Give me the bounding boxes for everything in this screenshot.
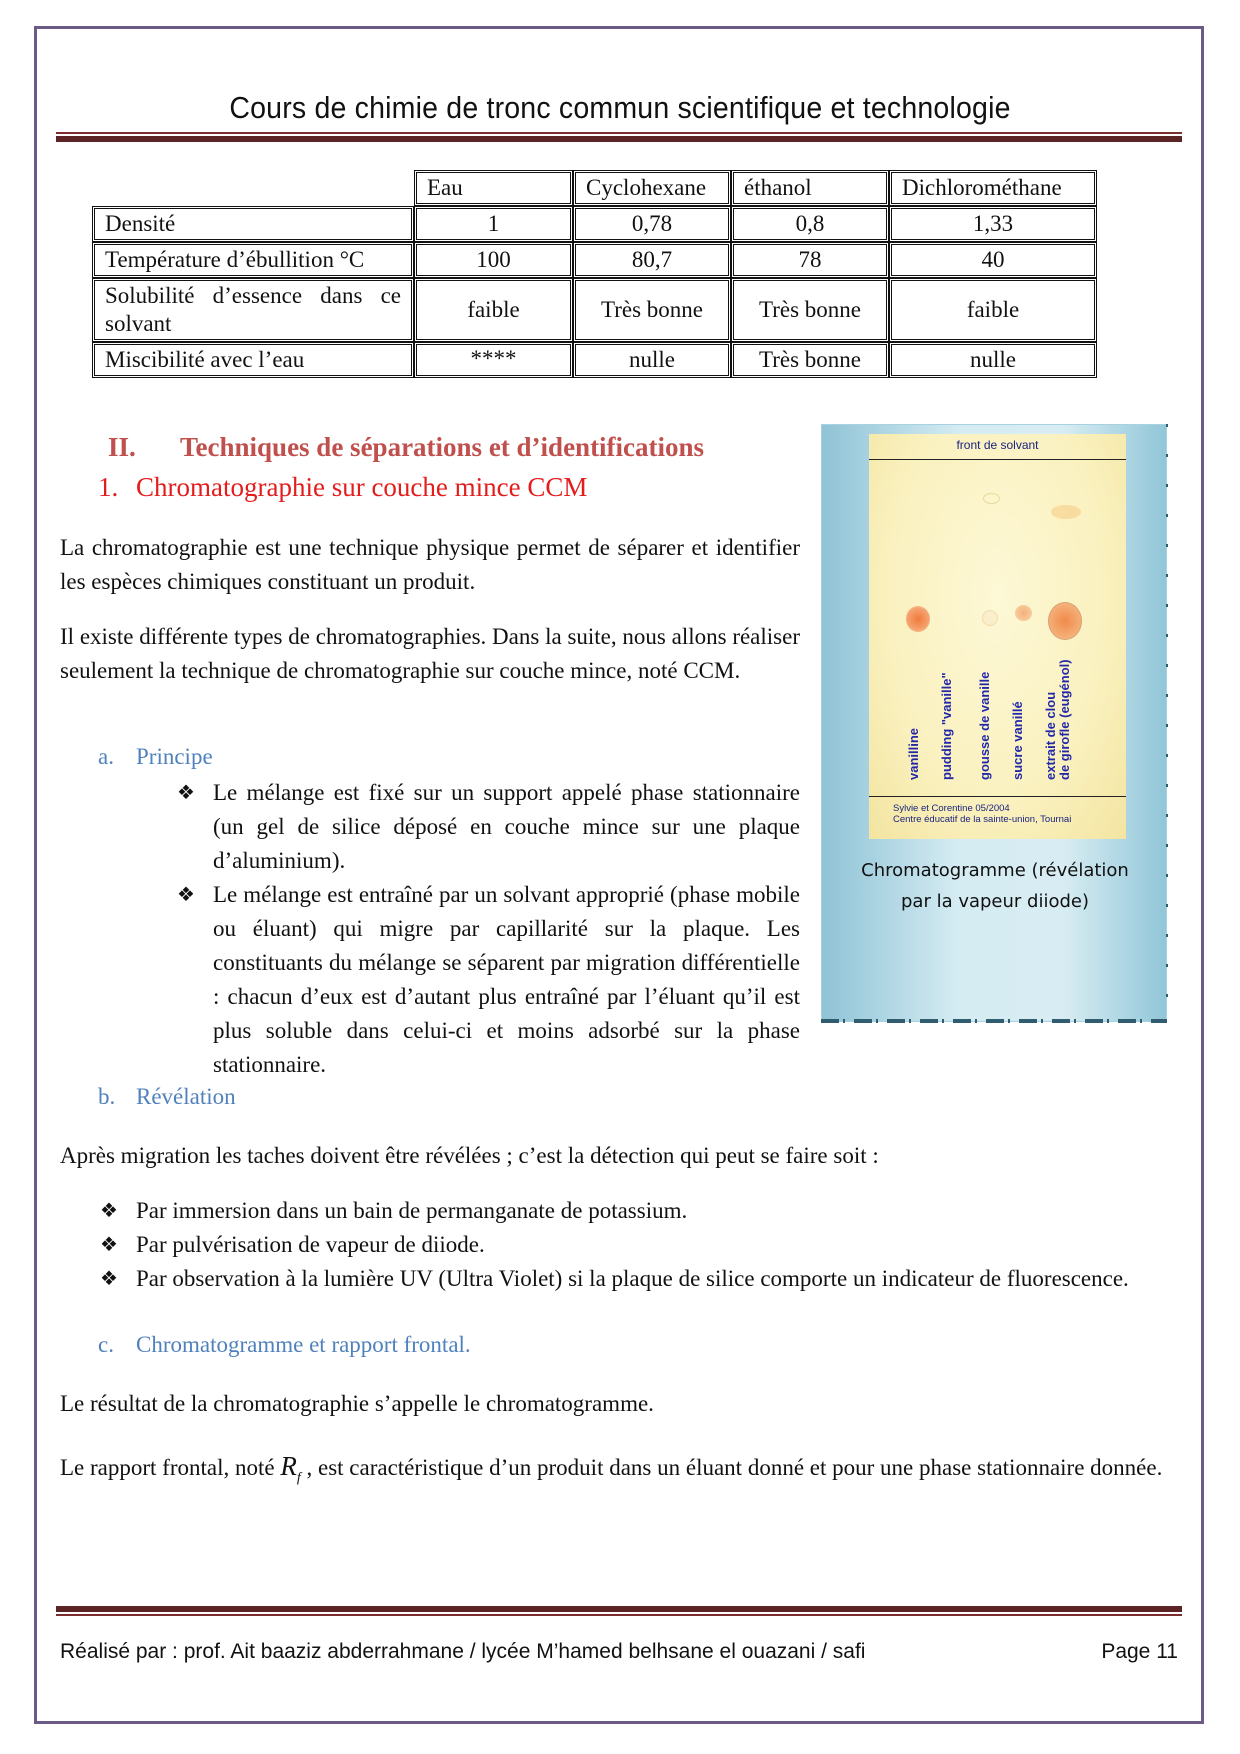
lane-label: vanilline	[906, 727, 921, 780]
rf-text-after: , est caractéristique d’un produit dans un éluant donné et pour une phase stationnaire donnée.	[300, 1455, 1163, 1480]
table-row	[92, 278, 1097, 342]
types-paragraph: Il existe différente types de chromatographies. Dans la suite, nous allons réaliser seulement la technique de chromatographie sur couche mince, noté CCM.	[60, 624, 800, 683]
bullet-text: Le mélange est fixé sur un support appelé phase stationnaire (un gel de silice déposé en couche mince sur une plaque d’aluminium).	[213, 780, 800, 873]
table-cell: Très bonne	[731, 342, 889, 378]
rf-text-before: Le rapport frontal, noté	[60, 1455, 281, 1480]
lane-label: pudding "vanille"	[939, 672, 954, 780]
principe-heading	[98, 744, 213, 770]
table-cell: faible	[414, 278, 573, 342]
principe-number: a.	[98, 744, 114, 769]
chromatogramme-number: c.	[98, 1332, 114, 1357]
table-cell: 40	[889, 242, 1097, 278]
revelation-bullet	[100, 1194, 1180, 1228]
lane-label: gousse de vanille	[977, 671, 992, 780]
spot-eugenol-upper	[1051, 505, 1081, 519]
caption-line: par la vapeur diiode)	[900, 891, 1089, 912]
table-cell: faible	[889, 278, 1097, 342]
table-cell: 1,33	[889, 206, 1097, 242]
diamond-bullet-icon: ❖	[100, 1200, 118, 1222]
rf-letter: R	[280, 1451, 297, 1481]
page-number: Page 11	[1101, 1640, 1178, 1663]
footer-rule	[56, 1606, 1182, 1616]
solvent-front-line	[869, 459, 1126, 460]
principe-title: Principe	[136, 744, 213, 769]
lane-label: extrait de clou	[1043, 691, 1058, 780]
revelation-title: Révélation	[136, 1084, 236, 1109]
spot-vanilline	[906, 606, 930, 632]
bullet-text: Par observation à la lumière UV (Ultra Violet) si la plaque de silice comporte un indicateur de fluorescence.	[136, 1266, 1129, 1291]
revelation-number: b.	[98, 1084, 116, 1109]
chromatogram-figure	[821, 424, 1167, 1022]
column-header: Eau	[414, 170, 573, 206]
revelation-bullet	[100, 1228, 1180, 1262]
chromatogramme-result: Le résultat de la chromatographie s’appelle le chromatogramme.	[60, 1391, 654, 1416]
table-cell: nulle	[889, 342, 1097, 378]
bullet-text: Par pulvérisation de vapeur de diiode.	[136, 1232, 485, 1257]
figure-dashed-bottom	[821, 1019, 1167, 1023]
footer-credit: Réalisé par : prof. Ait baaziz abderrahmane / lycée M’hamed belhsane el ouazani / safi	[60, 1640, 866, 1663]
spot-eugenol	[1048, 602, 1082, 640]
table-cell: nulle	[573, 342, 731, 378]
table-cell: Très bonne	[731, 278, 889, 342]
row-label: Densité	[92, 206, 414, 242]
table-cell: 0,78	[573, 206, 731, 242]
credit-line: Centre éducatif de la sainte-union, Tournai	[893, 814, 1072, 825]
tlc-plate-image	[869, 434, 1126, 839]
diamond-bullet-icon: ❖	[100, 1268, 118, 1290]
chromatogramme-title: Chromatogramme et rapport frontal.	[136, 1332, 471, 1357]
caption-line: Chromatogramme (révélation	[861, 860, 1129, 881]
revelation-intro: Après migration les taches doivent être révélées ; c’est la détection qui peut se faire soit :	[60, 1143, 879, 1168]
solvent-front-label: front de solvant	[956, 438, 1039, 452]
revelation-bullet	[100, 1262, 1180, 1296]
table-cell: 78	[731, 242, 889, 278]
figure-dashed-edge	[1166, 424, 1168, 1022]
table-row	[92, 242, 1097, 278]
rf-symbol	[280, 1451, 301, 1486]
row-label: Solubilité d’essence dans ce solvant	[92, 278, 414, 342]
table-row	[92, 206, 1097, 242]
figure-caption	[822, 855, 1168, 917]
diamond-bullet-icon: ❖	[100, 1234, 118, 1256]
principe-bullet	[177, 776, 800, 878]
table-header-row	[92, 170, 1097, 206]
spot-gousse	[982, 610, 998, 626]
table-cell: 80,7	[573, 242, 731, 278]
spot-sucre	[1015, 605, 1032, 621]
column-header: Cyclohexane	[573, 170, 731, 206]
baseline	[869, 796, 1126, 797]
subsection-number: 1.	[98, 472, 119, 502]
table-cell: Très bonne	[573, 278, 731, 342]
column-header: Dichlorométhane	[889, 170, 1097, 206]
lane-label: sucre vanillé	[1010, 701, 1025, 780]
section-number: II.	[108, 432, 136, 462]
bullet-text: Le mélange est entraîné par un solvant approprié (phase mobile ou éluant) qui migre par capillarité sur la plaque. Les constituants du mélange se séparent par migration différentielle : chacun d’eux est d’autant plus entraîné par l’éluant qu’il est plus soluble dans celui-ci et moins adsorbé sur la phase stationnaire.	[213, 882, 800, 1077]
lane-label: de girofle (eugénol)	[1057, 659, 1072, 780]
principe-bullet	[177, 878, 800, 1082]
subsection-title: Chromatographie sur couche mince CCM	[136, 472, 588, 502]
table-row	[92, 342, 1097, 378]
credit-line: Sylvie et Corentine 05/2004	[893, 803, 1010, 814]
rf-subscript: f	[296, 1470, 301, 1486]
row-label: Miscibilité avec l’eau	[92, 342, 414, 378]
spot-gousse-upper	[983, 493, 1000, 504]
row-label: Température d’ébullition °C	[92, 242, 414, 278]
diamond-bullet-icon: ❖	[177, 782, 195, 804]
chromatogramme-heading	[98, 1332, 471, 1358]
solvent-properties-table	[92, 170, 1097, 378]
intro-paragraph: La chromatographie est une technique physique permet de séparer et identifier les espèces chimiques constituant un produit.	[60, 535, 800, 594]
header-rule	[56, 132, 1182, 142]
column-header: éthanol	[731, 170, 889, 206]
section-title: Techniques de séparations et d’identifications	[180, 432, 705, 462]
table-cell: 0,8	[731, 206, 889, 242]
table-cell: 1	[414, 206, 573, 242]
table-corner	[92, 170, 414, 206]
subsection-heading	[98, 472, 587, 503]
table-cell: ****	[414, 342, 573, 378]
bullet-text: Par immersion dans un bain de permanganate de potassium.	[136, 1198, 688, 1223]
revelation-heading	[98, 1084, 236, 1110]
table-cell: 100	[414, 242, 573, 278]
diamond-bullet-icon: ❖	[177, 884, 195, 906]
page-header-title: Cours de chimie de tronc commun scientifique et technologie	[229, 90, 1011, 125]
rf-paragraph	[60, 1443, 1180, 1501]
figure-credit	[893, 803, 1071, 825]
section-heading	[108, 432, 704, 463]
